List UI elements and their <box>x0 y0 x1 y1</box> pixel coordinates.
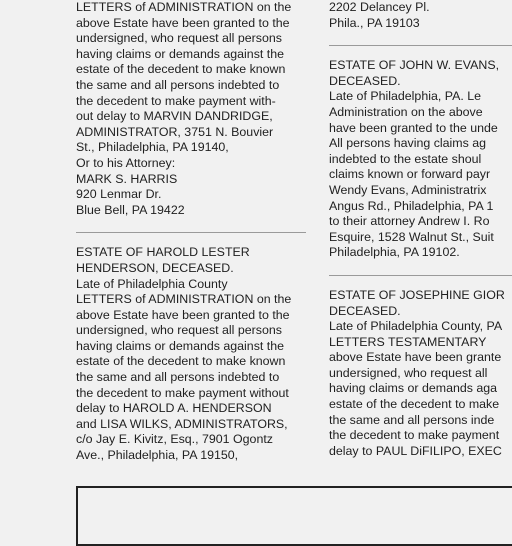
notice-line: Philadelphia, PA 19102. <box>329 245 460 260</box>
notice-henderson-estate <box>76 245 306 463</box>
notice-line: above Estate have been granted to the <box>76 15 290 30</box>
notice-line: the decedent to make payment without <box>76 385 289 400</box>
left-column <box>76 0 306 464</box>
notice-line: Phila., PA 19103 <box>329 15 420 30</box>
notice-line: to their attorney Andrew I. Ro <box>329 214 490 229</box>
notice-line: Angus Rd., Philadelphia, PA 1 <box>329 198 494 213</box>
notice-line: LETTERS of ADMINISTRATION on the <box>76 0 292 14</box>
notice-line: undersigned, who request all persons <box>76 31 282 46</box>
notice-line: estate of the decedent to make <box>329 397 500 412</box>
notice-heading: DECEASED. <box>329 73 401 88</box>
divider <box>329 275 512 276</box>
notice-line: having claims or demands aga <box>329 381 498 396</box>
notice-line: Or to his Attorney: <box>76 155 176 170</box>
notice-line: having claims or demands against the <box>76 46 285 61</box>
notice-address-tail <box>329 0 512 31</box>
notice-line: MARK S. HARRIS <box>76 171 178 186</box>
notice-line: having claims or demands against the <box>76 338 285 353</box>
notice-line: the decedent to make payment with- <box>76 93 276 108</box>
notice-line: Ave., Philadelphia, PA 19150, <box>76 448 239 463</box>
notice-line: the decedent to make payment <box>329 428 500 443</box>
notice-line: undersigned, who request all <box>329 365 488 380</box>
divider <box>329 45 512 46</box>
notice-line: 920 Lenmar Dr. <box>76 187 162 202</box>
notice-line: Late of Philadelphia County, PA <box>329 319 503 334</box>
notice-line: Blue Bell, PA 19422 <box>76 202 185 217</box>
notice-line: out delay to MARVIN DANDRIDGE, <box>76 109 273 124</box>
notice-heading: ESTATE OF JOSEPHINE GIOR <box>329 287 505 302</box>
notice-line: All persons having claims ag <box>329 136 487 151</box>
notice-line: estate of the decedent to make known <box>76 62 286 77</box>
notice-heading: DECEASED. <box>329 303 401 318</box>
notice-line: c/o Jay E. Kivitz, Esq., 7901 Ogontz <box>76 432 273 447</box>
notice-heading: ESTATE OF JOHN W. EVANS, <box>329 58 500 73</box>
notice-line: the same and all persons indebted to <box>76 370 280 385</box>
notice-line: Administration on the above <box>329 104 483 119</box>
notice-line: above Estate have been grante <box>329 350 502 365</box>
divider <box>76 232 306 233</box>
notice-line: delay to HAROLD A. HENDERSON <box>76 401 272 416</box>
notice-line: LETTERS TESTAMENTARY <box>329 334 487 349</box>
notice-line: indebted to the estate shoul <box>329 151 482 166</box>
notice-line: 2202 Delancey Pl. <box>329 0 430 14</box>
notice-line: undersigned, who request all persons <box>76 323 282 338</box>
right-column <box>329 0 512 459</box>
notice-line: Late of Philadelphia, PA. Le <box>329 89 482 104</box>
notice-line: above Estate have been granted to the <box>76 307 290 322</box>
notice-line: the same and all persons indebted to <box>76 77 280 92</box>
notice-line: Wendy Evans, Administratrix <box>329 182 487 197</box>
notice-giordano-estate <box>329 288 512 460</box>
notice-line: St., Philadelphia, PA 19140, <box>76 140 229 155</box>
notice-heading: HENDERSON, DECEASED. <box>76 260 234 275</box>
notice-line: Late of Philadelphia County <box>76 276 228 291</box>
notice-line: have been granted to the unde <box>329 120 498 135</box>
notice-line: estate of the decedent to make known <box>76 354 286 369</box>
notice-line: delay to PAUL DiFILIPO, EXEC <box>329 443 502 458</box>
notice-line: the same and all persons inde <box>329 412 495 427</box>
notice-line: LETTERS of ADMINISTRATION on the <box>76 292 292 307</box>
bordered-notice-box <box>76 486 512 546</box>
notice-line: ADMINISTRATOR, 3751 N. Bouvier <box>76 124 274 139</box>
notice-line: Esquire, 1528 Walnut St., Suit <box>329 229 494 244</box>
notice-dandridge-estate <box>76 0 306 218</box>
notice-evans-estate <box>329 58 512 261</box>
notice-line: claims known or forward payr <box>329 167 491 182</box>
notice-line: and LISA WILKS, ADMINISTRATORS, <box>76 416 288 431</box>
notice-heading: ESTATE OF HAROLD LESTER <box>76 245 250 260</box>
